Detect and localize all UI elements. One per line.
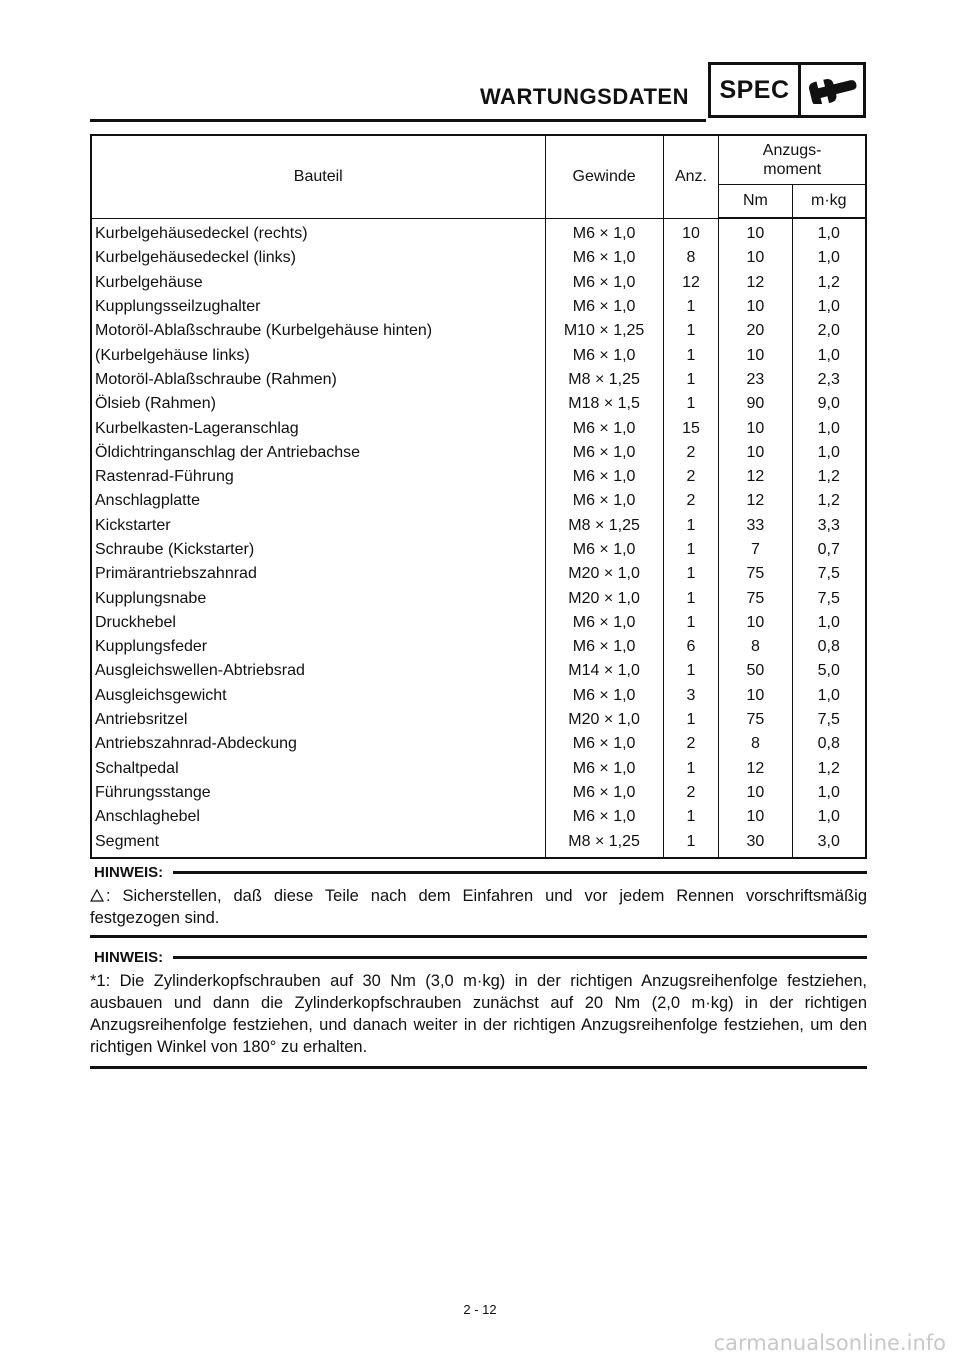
cell-thread: M18 × 1,5 bbox=[545, 392, 663, 416]
table-row bbox=[91, 441, 866, 465]
cell-nm: 10 bbox=[719, 781, 792, 805]
cell-part: Kurbelgehäuse bbox=[91, 271, 545, 295]
cell-part: Schaltpedal bbox=[91, 757, 545, 781]
cell-part: Kupplungsnabe bbox=[91, 586, 545, 610]
cell-qty: 1 bbox=[663, 829, 719, 857]
cell-part: Antriebszahnrad-Abdeckung bbox=[91, 732, 545, 756]
cell-mkg: 2,3 bbox=[792, 368, 866, 392]
cell-qty: 12 bbox=[663, 271, 719, 295]
page-number: 2 - 12 bbox=[463, 1302, 497, 1317]
cell-part: Öldichtringanschlag der Antriebachse bbox=[91, 441, 545, 465]
cell-part: Kurbelgehäusedeckel (rechts) bbox=[91, 218, 545, 246]
cell-nm: 8 bbox=[719, 732, 792, 756]
cell-part: Ölsieb (Rahmen) bbox=[91, 392, 545, 416]
cell-thread: M6 × 1,0 bbox=[545, 343, 663, 367]
cell-qty: 2 bbox=[663, 465, 719, 489]
cell-mkg: 1,2 bbox=[792, 489, 866, 513]
cell-thread: M6 × 1,0 bbox=[545, 611, 663, 635]
cell-part: Führungsstange bbox=[91, 781, 545, 805]
col-header-torque bbox=[719, 135, 866, 185]
cell-qty: 10 bbox=[663, 218, 719, 246]
cell-nm: 7 bbox=[719, 538, 792, 562]
cell-qty: 1 bbox=[663, 514, 719, 538]
cell-qty: 1 bbox=[663, 805, 719, 829]
table-row bbox=[91, 829, 866, 857]
spec-badge-label: SPEC bbox=[711, 65, 801, 115]
cell-mkg: 1,0 bbox=[792, 343, 866, 367]
cell-nm: 10 bbox=[719, 805, 792, 829]
cell-nm: 10 bbox=[719, 441, 792, 465]
cell-nm: 90 bbox=[719, 392, 792, 416]
cell-nm: 12 bbox=[719, 271, 792, 295]
table-row bbox=[91, 538, 866, 562]
cell-thread: M8 × 1,25 bbox=[545, 829, 663, 857]
cell-nm: 30 bbox=[719, 829, 792, 857]
cell-thread: M6 × 1,0 bbox=[545, 246, 663, 270]
spec-badge bbox=[708, 62, 866, 118]
table-row bbox=[91, 368, 866, 392]
table-row bbox=[91, 586, 866, 610]
table-row bbox=[91, 708, 866, 732]
cell-mkg: 2,0 bbox=[792, 319, 866, 343]
cell-part: Anschlagplatte bbox=[91, 489, 545, 513]
cell-mkg: 1,0 bbox=[792, 781, 866, 805]
cell-thread: M20 × 1,0 bbox=[545, 586, 663, 610]
table-row bbox=[91, 465, 866, 489]
cell-mkg: 1,2 bbox=[792, 271, 866, 295]
cell-qty: 3 bbox=[663, 684, 719, 708]
note-2-label: HINWEIS: bbox=[94, 949, 164, 966]
cell-qty: 1 bbox=[663, 659, 719, 683]
cell-qty: 1 bbox=[663, 343, 719, 367]
cell-nm: 10 bbox=[719, 218, 792, 246]
cell-qty: 1 bbox=[663, 586, 719, 610]
cell-mkg: 1,0 bbox=[792, 246, 866, 270]
table-row bbox=[91, 732, 866, 756]
cell-thread: M10 × 1,25 bbox=[545, 319, 663, 343]
col-header-qty: Anz. bbox=[663, 135, 719, 218]
note-2-end-rule bbox=[90, 1066, 867, 1069]
cell-qty: 8 bbox=[663, 246, 719, 270]
cell-thread: M6 × 1,0 bbox=[545, 805, 663, 829]
cell-nm: 75 bbox=[719, 586, 792, 610]
col-header-mkg: m·kg bbox=[792, 185, 866, 219]
note-2-rule bbox=[173, 956, 867, 959]
cell-qty: 6 bbox=[663, 635, 719, 659]
col-header-nm: Nm bbox=[719, 185, 792, 219]
table-row bbox=[91, 295, 866, 319]
cell-part: Kurbelgehäusedeckel (links) bbox=[91, 246, 545, 270]
cell-qty: 1 bbox=[663, 538, 719, 562]
cell-part: Ausgleichsgewicht bbox=[91, 684, 545, 708]
note-1-rule bbox=[173, 871, 867, 874]
note-1-header bbox=[90, 864, 867, 881]
note-2-text: *1: Die Zylinderkopfschrauben auf 30 Nm (3,0 m·kg) in der richtigen Anzugsreihenfolge festziehen, ausbauen und dann die Zylinderkopfschrauben zunächst auf 20 Nm (2,0 m·kg) in der richtigen Anzugsreihenfolge festziehen, und danach weiter in der richtigen Anzugsreihenfolge festziehen, um den richtigen Winkel von 180° zu erhalten. bbox=[90, 972, 867, 1056]
cell-part: Segment bbox=[91, 829, 545, 857]
cell-thread: M6 × 1,0 bbox=[545, 732, 663, 756]
cell-nm: 20 bbox=[719, 319, 792, 343]
table-row bbox=[91, 659, 866, 683]
cell-thread: M8 × 1,25 bbox=[545, 514, 663, 538]
cell-mkg: 1,0 bbox=[792, 441, 866, 465]
cell-mkg: 0,8 bbox=[792, 635, 866, 659]
cell-qty: 2 bbox=[663, 489, 719, 513]
note-1 bbox=[90, 864, 867, 938]
table-header-row bbox=[91, 135, 866, 185]
cell-qty: 2 bbox=[663, 732, 719, 756]
cell-thread: M6 × 1,0 bbox=[545, 538, 663, 562]
table-row bbox=[91, 562, 866, 586]
cell-thread: M8 × 1,25 bbox=[545, 368, 663, 392]
cell-part: Ausgleichswellen-Abtriebsrad bbox=[91, 659, 545, 683]
cell-thread: M6 × 1,0 bbox=[545, 218, 663, 246]
cell-nm: 23 bbox=[719, 368, 792, 392]
cell-nm: 8 bbox=[719, 635, 792, 659]
cell-thread: M6 × 1,0 bbox=[545, 684, 663, 708]
page-title: WARTUNGSDATEN bbox=[480, 84, 689, 109]
table-body bbox=[91, 218, 866, 858]
cell-mkg: 1,0 bbox=[792, 611, 866, 635]
cell-mkg: 7,5 bbox=[792, 562, 866, 586]
col-header-part: Bauteil bbox=[91, 135, 545, 218]
cell-nm: 10 bbox=[719, 343, 792, 367]
cell-qty: 1 bbox=[663, 611, 719, 635]
cell-qty: 1 bbox=[663, 368, 719, 392]
cell-thread: M20 × 1,0 bbox=[545, 562, 663, 586]
cell-part: (Kurbelgehäuse links) bbox=[91, 343, 545, 367]
cell-nm: 75 bbox=[719, 562, 792, 586]
cell-mkg: 1,0 bbox=[792, 805, 866, 829]
cell-part: Kupplungsseilzughalter bbox=[91, 295, 545, 319]
cell-thread: M6 × 1,0 bbox=[545, 271, 663, 295]
table-row bbox=[91, 781, 866, 805]
cell-thread: M6 × 1,0 bbox=[545, 441, 663, 465]
cell-nm: 75 bbox=[719, 708, 792, 732]
cell-thread: M6 × 1,0 bbox=[545, 416, 663, 440]
cell-qty: 1 bbox=[663, 392, 719, 416]
cell-qty: 1 bbox=[663, 562, 719, 586]
cell-mkg: 0,8 bbox=[792, 732, 866, 756]
cell-mkg: 5,0 bbox=[792, 659, 866, 683]
cell-thread: M6 × 1,0 bbox=[545, 635, 663, 659]
cell-mkg: 1,2 bbox=[792, 757, 866, 781]
note-2-header bbox=[90, 949, 867, 966]
cell-nm: 10 bbox=[719, 246, 792, 270]
cell-nm: 12 bbox=[719, 757, 792, 781]
cell-thread: M6 × 1,0 bbox=[545, 295, 663, 319]
table-row bbox=[91, 271, 866, 295]
cell-nm: 12 bbox=[719, 465, 792, 489]
watermark: carmanualsonline.info bbox=[713, 1331, 946, 1355]
cell-part: Anschlaghebel bbox=[91, 805, 545, 829]
col-header-torque-text: Anzugs- moment bbox=[762, 142, 822, 178]
cell-mkg: 1,0 bbox=[792, 295, 866, 319]
cell-part: Kurbelkasten-Lageranschlag bbox=[91, 416, 545, 440]
header-rule bbox=[90, 119, 706, 122]
cell-thread: M20 × 1,0 bbox=[545, 708, 663, 732]
cell-qty: 15 bbox=[663, 416, 719, 440]
cell-part: Schraube (Kickstarter) bbox=[91, 538, 545, 562]
wrench-icon bbox=[801, 65, 863, 115]
cell-part: Kupplungsfeder bbox=[91, 635, 545, 659]
note-1-end-rule bbox=[90, 935, 867, 938]
cell-mkg: 1,0 bbox=[792, 218, 866, 246]
table-row bbox=[91, 392, 866, 416]
table-row bbox=[91, 319, 866, 343]
cell-nm: 33 bbox=[719, 514, 792, 538]
cell-mkg: 1,0 bbox=[792, 416, 866, 440]
table-row bbox=[91, 757, 866, 781]
cell-qty: 1 bbox=[663, 295, 719, 319]
cell-part: Antriebsritzel bbox=[91, 708, 545, 732]
col-header-thread: Gewinde bbox=[545, 135, 663, 218]
cell-nm: 10 bbox=[719, 684, 792, 708]
cell-mkg: 3,0 bbox=[792, 829, 866, 857]
cell-mkg: 1,0 bbox=[792, 684, 866, 708]
table-row bbox=[91, 416, 866, 440]
cell-part: Kickstarter bbox=[91, 514, 545, 538]
table-row bbox=[91, 514, 866, 538]
cell-part: Rastenrad-Führung bbox=[91, 465, 545, 489]
table-row bbox=[91, 218, 866, 246]
cell-qty: 1 bbox=[663, 757, 719, 781]
table-row bbox=[91, 343, 866, 367]
cell-nm: 50 bbox=[719, 659, 792, 683]
triangle-icon bbox=[90, 889, 104, 902]
torque-spec-table bbox=[90, 134, 867, 859]
cell-qty: 2 bbox=[663, 781, 719, 805]
cell-qty: 2 bbox=[663, 441, 719, 465]
cell-qty: 1 bbox=[663, 319, 719, 343]
cell-part: Druckhebel bbox=[91, 611, 545, 635]
table-row bbox=[91, 611, 866, 635]
cell-thread: M6 × 1,0 bbox=[545, 465, 663, 489]
cell-mkg: 3,3 bbox=[792, 514, 866, 538]
note-2 bbox=[90, 949, 867, 1069]
table-row bbox=[91, 489, 866, 513]
cell-mkg: 7,5 bbox=[792, 586, 866, 610]
cell-thread: M14 × 1,0 bbox=[545, 659, 663, 683]
cell-mkg: 9,0 bbox=[792, 392, 866, 416]
cell-qty: 1 bbox=[663, 708, 719, 732]
cell-nm: 10 bbox=[719, 611, 792, 635]
cell-mkg: 0,7 bbox=[792, 538, 866, 562]
table-row bbox=[91, 635, 866, 659]
cell-part: Motoröl-Ablaßschraube (Rahmen) bbox=[91, 368, 545, 392]
cell-thread: M6 × 1,0 bbox=[545, 757, 663, 781]
cell-nm: 10 bbox=[719, 416, 792, 440]
cell-thread: M6 × 1,0 bbox=[545, 489, 663, 513]
cell-part: Motoröl-Ablaßschraube (Kurbelgehäuse hinten) bbox=[91, 319, 545, 343]
table-row bbox=[91, 246, 866, 270]
cell-mkg: 1,2 bbox=[792, 465, 866, 489]
note-1-text-block bbox=[90, 885, 867, 929]
table-row bbox=[91, 684, 866, 708]
table-row bbox=[91, 805, 866, 829]
note-1-text: : Sicherstellen, daß diese Teile nach dem Einfahren und vor jedem Rennen vorschriftsmäßig festgezogen sind. bbox=[90, 887, 867, 927]
cell-mkg: 7,5 bbox=[792, 708, 866, 732]
cell-nm: 12 bbox=[719, 489, 792, 513]
note-1-label: HINWEIS: bbox=[94, 864, 164, 881]
cell-nm: 10 bbox=[719, 295, 792, 319]
cell-part: Primärantriebszahnrad bbox=[91, 562, 545, 586]
cell-thread: M6 × 1,0 bbox=[545, 781, 663, 805]
